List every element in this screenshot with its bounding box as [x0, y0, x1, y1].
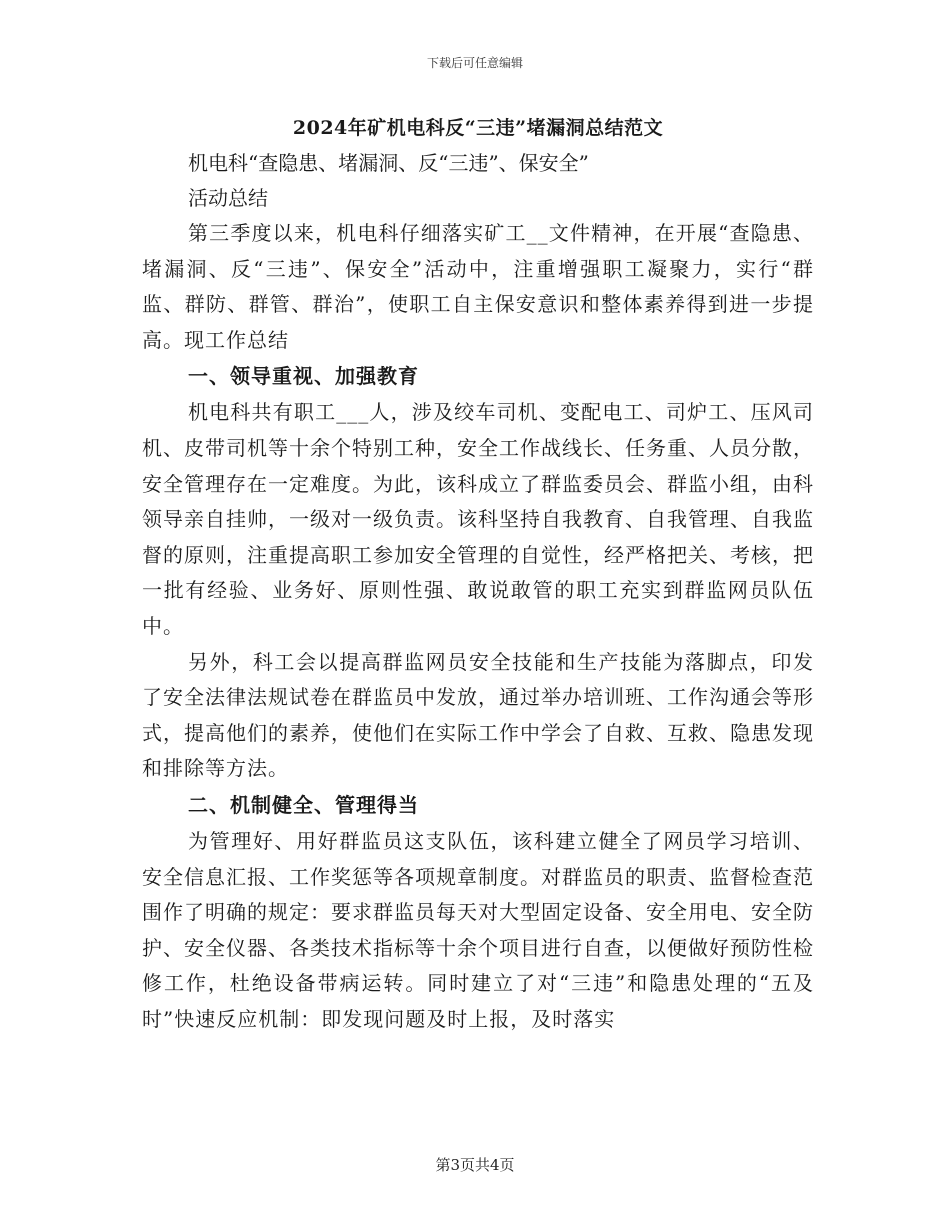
- header-note: 下载后可任意编辑: [426, 56, 523, 70]
- subtitle-line-1: 机电科“查隐患、堵漏洞、反“三违”、保安全”: [188, 151, 589, 175]
- section-1-paragraph-1: 机电科共有职工___人，涉及绞车司机、变配电工、司炉工、压风司机、皮带司机等十余个特别工种，安全工作战线长、任务重、人员分散，安全管理存在一定难度。为此，该科成立了群监委员会、群监小组，由科领导亲自挂帅，一级对一级负责。该科坚持自我教育、自我管理、自我监督的原则，注重提高职工参加安全管理的自觉性，经严格把关、考核，把一批有经验、业务好、原则性强、敢说敢管的职工充实到群监网员队伍中。: [142, 400, 814, 638]
- page-indicator: 第3页共4页: [435, 1156, 515, 1174]
- document-body: [142, 112, 814, 1037]
- intro-paragraph: 第三季度以来，机电科仔细落实矿工__文件精神，在开展“查隐患、堵漏洞、反“三违”、保安全”活动中，注重增强职工凝聚力，实行“群监、群防、群管、群治”，使职工自主保安意识和整体素养得到进一步提高。现工作总结: [142, 221, 814, 352]
- section-1-paragraph-2: 另外，科工会以提高群监网员安全技能和生产技能为落脚点，印发了安全法律法规试卷在群监员中发放，通过举办培训班、工作沟通会等形式，提高他们的素养，使他们在实际工作中学会了自救、互救、隐患发现和排除等方法。: [142, 649, 814, 781]
- subtitle-line-2: 活动总结: [188, 186, 268, 210]
- document-title: 2024年矿机电科反“三违”堵漏洞总结范文: [292, 117, 664, 139]
- section-1-heading: 一、领导重视、加强教育: [188, 364, 419, 389]
- section-2-heading: 二、机制健全、管理得当: [188, 792, 419, 817]
- section-2-paragraph-1: 为管理好、用好群监员这支队伍，该科建立健全了网员学习培训、安全信息汇报、工作奖惩等各项规章制度。对群监员的职责、监督检查范围作了明确的规定：要求群监员每天对大型固定设备、安全用电、安全防护、安全仪器、各类技术指标等十余个项目进行自查，以便做好预防性检修工作，杜绝设备带病运转。同时建立了对“三违”和隐患处理的“五及时”快速反应机制：即发现问题及时上报，及时落实: [142, 828, 814, 1031]
